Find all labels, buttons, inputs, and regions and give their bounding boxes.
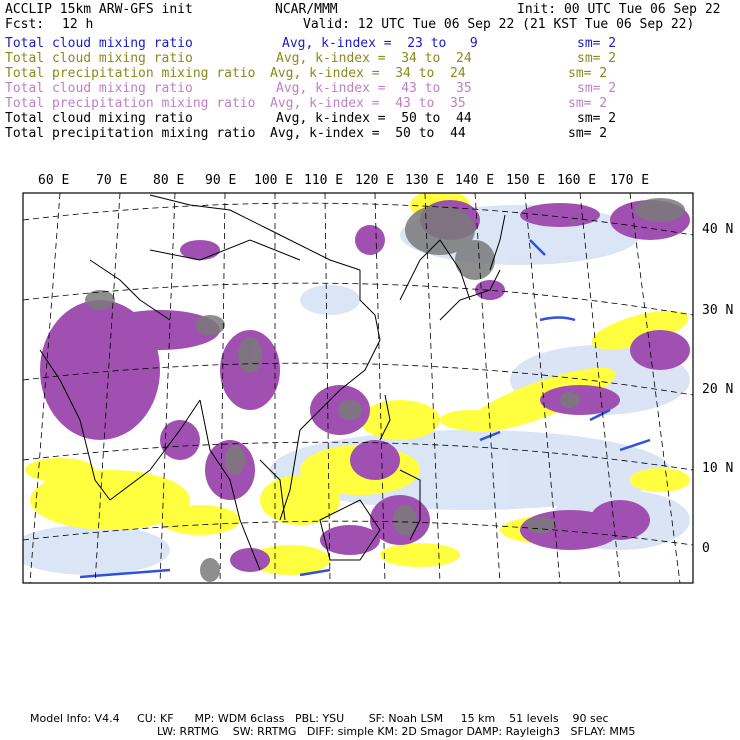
init-time: Init: 00 UTC Tue 06 Sep 22 [517,2,721,17]
legend-row [5,66,725,81]
valid-time: Valid: 12 UTC Tue 06 Sep 22 (21 KST Tue 06 Sep 22) [303,17,695,32]
legend-sm: sm= 2 [568,66,608,81]
legend-avg: Avg, k-index = 43 to 35 [276,81,472,96]
model-title: ACCLIP 15km ARW-GFS init [5,2,193,17]
lat-label: 40 N [702,222,734,237]
legend-row [5,126,725,141]
legend-variable: Total cloud mixing ratio [5,51,193,66]
legend-variable: Total precipitation mixing ratio [5,126,256,141]
lon-label: 150 E [506,173,546,188]
legend-avg: Avg, k-index = 23 to 9 [282,36,478,51]
lat-label: 10 N [702,461,734,476]
legend-variable: Total precipitation mixing ratio [5,66,256,81]
forecast-map [0,170,740,600]
lon-label: 120 E [355,173,395,188]
legend-avg: Avg, k-index = 34 to 24 [276,51,472,66]
legend-row [5,51,725,66]
legend-sm: sm= 2 [577,51,617,66]
lon-label: 80 E [153,173,185,188]
legend-variable: Total precipitation mixing ratio [5,96,256,111]
fcst-label: Fcst: [5,17,45,32]
lon-label: 130 E [405,173,445,188]
lon-label: 110 E [304,173,344,188]
legend-row [5,36,725,51]
legend-variable: Total cloud mixing ratio [5,81,193,96]
legend-row [5,111,725,126]
legend-row [5,81,725,96]
legend-sm: sm= 2 [577,36,617,51]
legend-sm: sm= 2 [568,126,608,141]
lat-label: 20 N [702,382,734,397]
legend-variable: Total cloud mixing ratio [5,36,193,51]
fcst-value: 12 h [62,17,94,32]
lon-label: 70 E [96,173,128,188]
legend-avg: Avg, k-index = 43 to 35 [270,96,466,111]
lon-label: 160 E [557,173,597,188]
legend-sm: sm= 2 [568,96,608,111]
lon-label: 140 E [455,173,495,188]
legend-sm: sm= 2 [577,111,617,126]
lon-label: 170 E [610,173,650,188]
footer-model-info: Model Info: V4.4 CU: KF MP: WDM 6class PBL: YSU SF: Noah LSM 15 km 51 levels 90 sec [30,712,609,725]
legend-avg: Avg, k-index = 50 to 44 [276,111,472,126]
legend-avg: Avg, k-index = 50 to 44 [270,126,466,141]
lon-label: 60 E [38,173,70,188]
legend-avg: Avg, k-index = 34 to 24 [270,66,466,81]
legend-variable: Total cloud mixing ratio [5,111,193,126]
legend-sm: sm= 2 [577,81,617,96]
footer-physics-info: LW: RRTMG SW: RRTMG DIFF: simple KM: 2D Smagor DAMP: Rayleigh3 SFLAY: MM5 [157,725,636,738]
org-label: NCAR/MMM [275,2,338,17]
lon-label: 100 E [254,173,294,188]
lon-label: 90 E [205,173,237,188]
legend-row [5,96,725,111]
lat-label: 0 [702,541,710,556]
lat-label: 30 N [702,303,734,318]
